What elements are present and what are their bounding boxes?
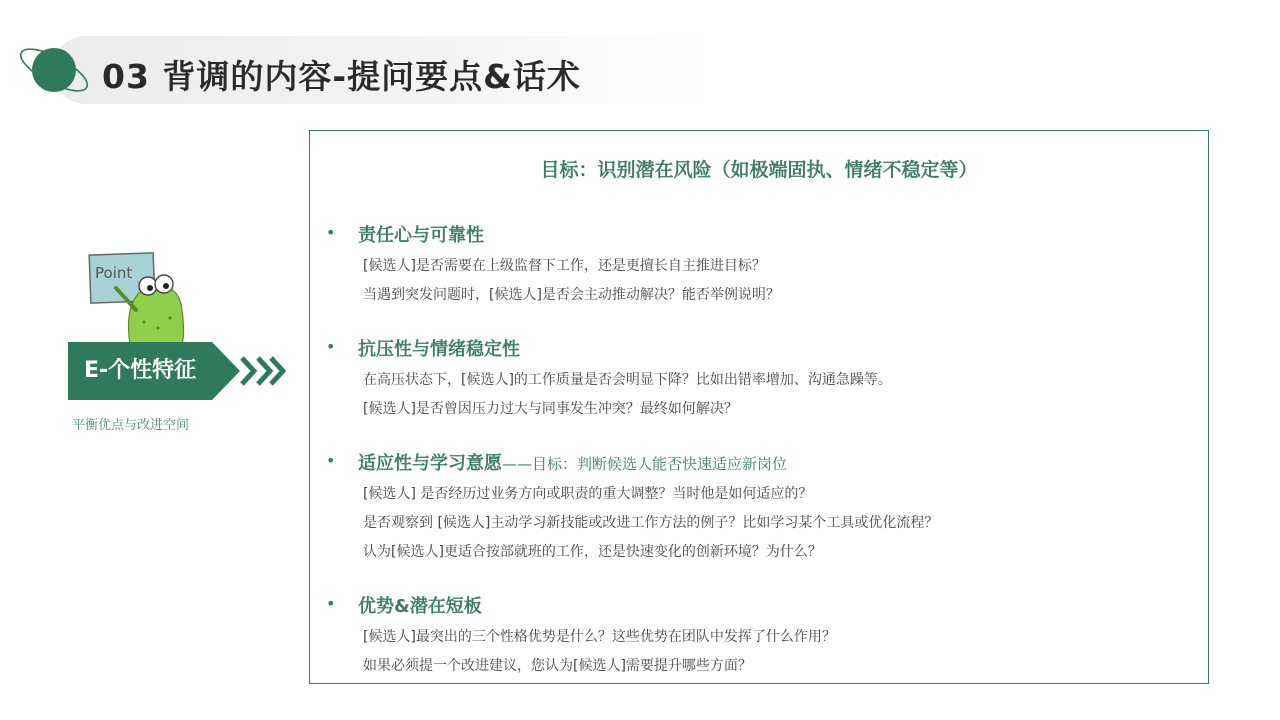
page-title: 03 背调的内容-提问要点&话术 [102, 57, 581, 96]
question-line: 当遇到突发问题时，[候选人]是否会主动推动解决？能否举例说明？ [363, 287, 780, 303]
question-line: 是否观察到 [候选人]主动学习新技能或改进工作方法的例子？比如学习某个工具或优化流程？ [363, 515, 939, 531]
section-title [358, 449, 787, 475]
mascot-board-text: Point [95, 264, 133, 282]
double-chevron-icon [238, 356, 286, 386]
section-subtitle: 平衡优点与改进空间 [72, 418, 190, 433]
bullet-icon: • [326, 223, 336, 242]
question-line: [候选人]是否曾因压力过大与同事发生冲突？最终如何解决？ [363, 401, 738, 417]
section-title: 抗压性与情绪稳定性 [358, 339, 520, 360]
bullet-icon: • [326, 451, 336, 470]
question-line: 如果必须提一个改进建议，您认为[候选人]需要提升哪些方面？ [363, 658, 752, 674]
question-line: [候选人]是否需要在上级监督下工作，还是更擅长自主推进目标？ [363, 258, 766, 274]
section-note: ——目标：判断候选人能否快速适应新岗位 [502, 455, 788, 473]
section-title-text: 适应性与学习意愿 [358, 453, 502, 474]
bullet-icon: • [326, 337, 336, 356]
orbit-logo-icon [14, 40, 94, 100]
section-tag-label: E-个性特征 [84, 358, 197, 383]
frog-pointer-mascot [86, 248, 190, 344]
section-title: 责任心与可靠性 [358, 225, 484, 246]
goal-heading: 目标：识别潜在风险（如极端固执、情绪不稳定等） [540, 159, 978, 181]
section-title: 优势&潜在短板 [358, 596, 482, 617]
question-line: 认为[候选人]更适合按部就班的工作，还是快速变化的创新环境？为什么？ [363, 544, 822, 560]
question-line: [候选人]最突出的三个性格优势是什么？这些优势在团队中发挥了什么作用？ [363, 629, 836, 645]
section-tag [68, 342, 240, 400]
question-line: [候选人] 是否经历过业务方向或职责的重大调整？当时他是如何适应的？ [363, 486, 813, 502]
bullet-icon: • [326, 594, 336, 613]
content-box [309, 130, 1209, 684]
question-line: 在高压状态下，[候选人]的工作质量是否会明显下降？比如出错率增加、沟通急躁等。 [363, 372, 892, 388]
